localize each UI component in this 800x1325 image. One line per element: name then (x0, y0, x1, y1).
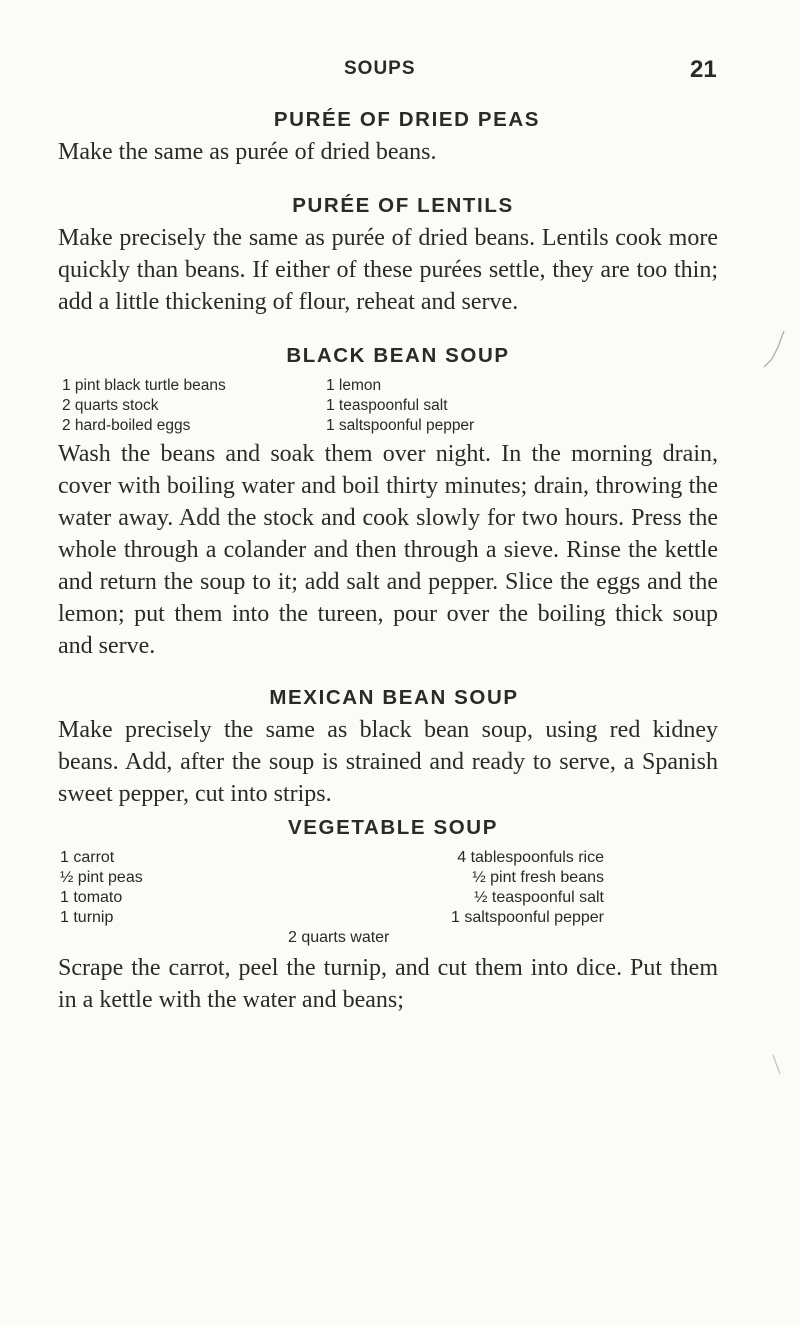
ingredient-item: ½ teaspoonful salt (474, 889, 604, 906)
section-text-vegetable-soup: Scrape the carrot, peel the turnip, and cut them into dice. Put them in a kettle with the water and beans; (58, 955, 718, 1013)
ingredient-item: ½ pint peas (60, 869, 143, 886)
section-text-puree-of-dried-peas: Make the same as purée of dried beans. (58, 139, 437, 165)
ingredient-column-right (290, 848, 604, 928)
section-heading-puree-of-dried-peas: PURÉE OF DRIED PEAS (273, 108, 541, 131)
ingredient-item: 2 hard-boiled eggs (62, 417, 191, 434)
ingredient-item: 1 saltspoonful pepper (326, 417, 475, 434)
section-heading-vegetable-soup: VEGETABLE SOUP (288, 816, 498, 839)
ingredient-item: 1 teaspoonful salt (326, 397, 448, 414)
section-heading-mexican-bean-soup: MEXICAN BEAN SOUP (269, 686, 519, 709)
section-heading-black-bean-soup: BLACK BEAN SOUP (286, 344, 510, 367)
ingredient-list-black-bean-soup (62, 376, 718, 436)
ingredient-item-water: 2 quarts water (288, 929, 390, 946)
ingredient-column-left (60, 848, 143, 928)
section-text-black-bean-soup: Wash the beans and soak them over night. In the morning drain, cover with boiling water and boil thirty minutes; drain, throwing the water away. Add the stock and cook slowly for two hours. Press the whole through a colander and then through a sieve. Rinse the kettle and return the soup to it; add salt and pepper. Slice the eggs and the lemon; put them into the tureen, pour over the boiling thick soup and serve. (58, 441, 718, 659)
ingredient-item: 1 turnip (60, 909, 114, 926)
ingredient-list-vegetable-soup (58, 848, 718, 948)
pencil-mark (760, 325, 790, 375)
ingredient-item: 2 quarts stock (62, 397, 159, 414)
ingredient-item: 1 tomato (60, 889, 123, 906)
section-text-mexican-bean-soup: Make precisely the same as black bean soup, using red kidney beans. Add, after the soup is strained and ready to serve, a Spanish sweet pepper, cut into strips. (58, 717, 718, 807)
pencil-mark (770, 1052, 786, 1080)
ingredient-item: 1 lemon (326, 377, 382, 394)
ingredient-item: ½ pint fresh beans (472, 869, 604, 886)
section-text-puree-of-lentils: Make precisely the same as purée of dried beans. Lentils cook more quickly than beans. If either of these purées settle, they are too thin; add a little thickening of flour, reheat and serve. (58, 225, 718, 315)
ingredient-item: 1 pint black turtle beans (62, 377, 226, 394)
section-heading-puree-of-lentils: PURÉE OF LENTILS (292, 194, 514, 217)
running-title: SOUPS (344, 58, 416, 79)
ingredient-item: 1 carrot (60, 849, 115, 866)
running-head (0, 58, 800, 88)
page-number: 21 (690, 56, 717, 83)
ingredient-item: 4 tablespoonfuls rice (457, 849, 604, 866)
page-body (58, 104, 718, 1016)
ingredient-item: 1 saltspoonful pepper (451, 909, 604, 926)
